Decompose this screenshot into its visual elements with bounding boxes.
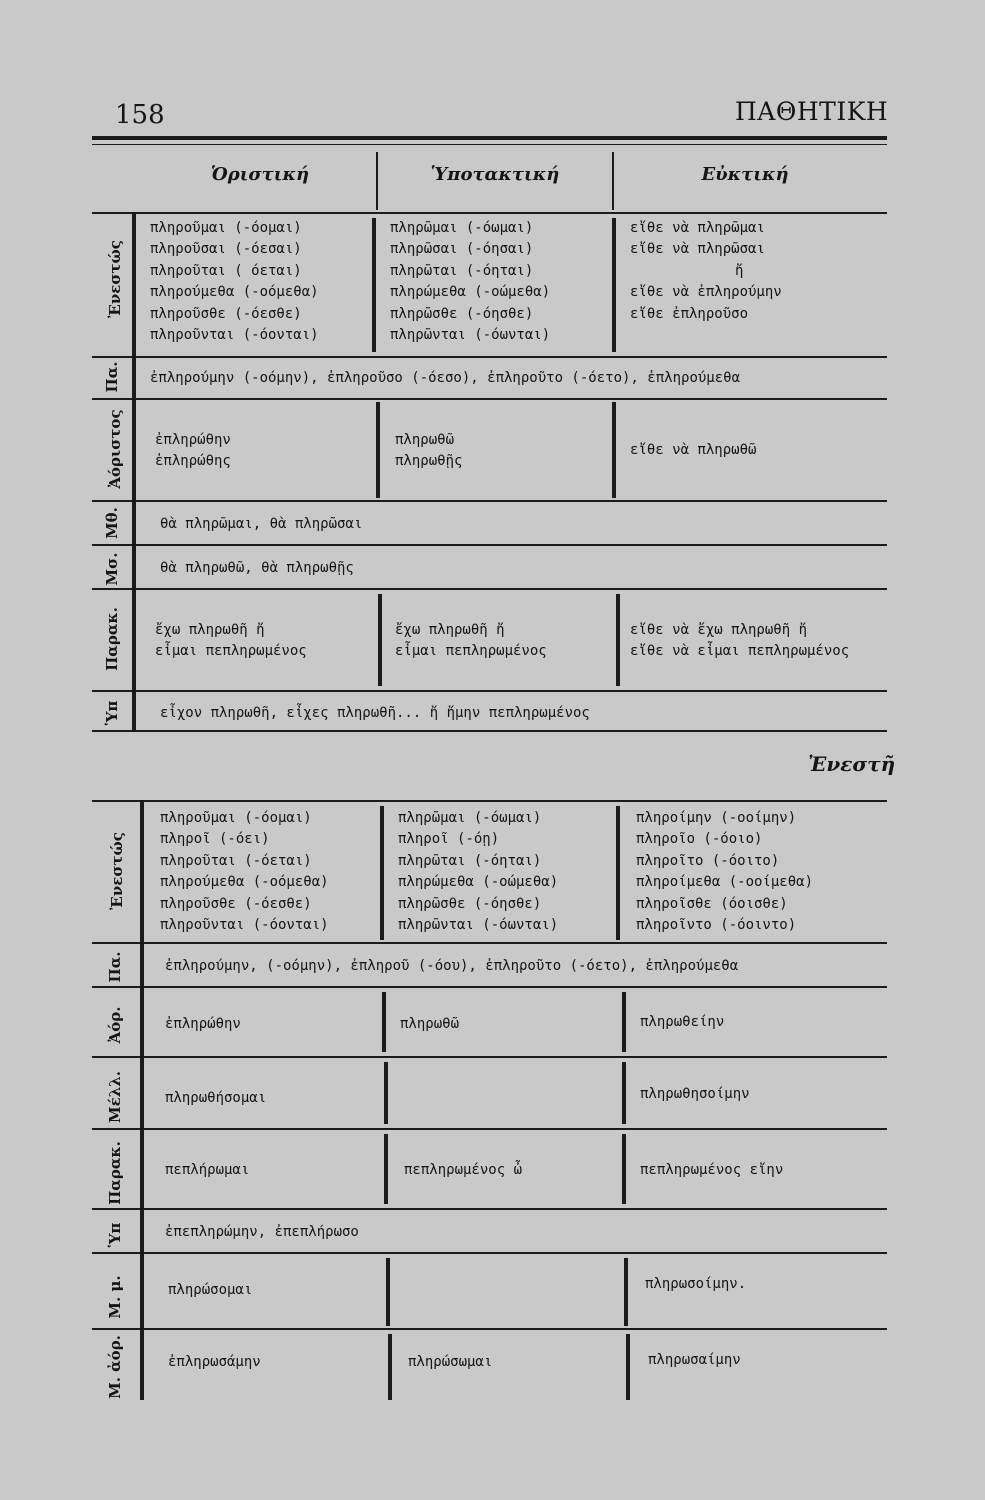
row-label-enestos: Ἐνεστώς xyxy=(106,240,124,318)
text-line: πληρωθῇς xyxy=(395,453,463,470)
text-line: πληρώμεθα (-οώμεθα) xyxy=(398,874,559,891)
cell-full-yp-2: ἐπεπληρώμην, ἐπεπλήρωσο xyxy=(165,1224,359,1240)
cell-oristiki-parak-2: πεπλήρωμαι xyxy=(165,1162,250,1178)
row-label-mth: Μθ. xyxy=(103,507,121,539)
page-number: 158 xyxy=(115,100,165,130)
cell-full-mth: θὰ πληρῶμαι, θὰ πληρῶσαι xyxy=(160,516,363,532)
row-label-mell-2: Μέλλ. xyxy=(106,1071,124,1123)
text-line: πληρῶσαι (-όησαι) xyxy=(390,241,534,258)
row-label-yp-2: Ὑπ xyxy=(106,1222,124,1248)
text-line: πληροῦνται (-όονται) xyxy=(160,916,329,933)
cell-oristiki-mell-2: πληρωθήσομαι xyxy=(165,1090,267,1106)
text-line: εἴθε νὰ πληρῶμαι xyxy=(630,220,765,236)
col-divider xyxy=(612,402,616,498)
text-line: πληροῖ (-όει) xyxy=(160,831,270,848)
col-divider xyxy=(380,806,384,940)
text-line: πληροῖο (-όοιο) xyxy=(636,831,763,848)
row-rule xyxy=(92,1328,887,1330)
text-line: ἐπληρώθην xyxy=(155,432,231,448)
row-label-aoristos: Ἀόριστος xyxy=(106,409,124,489)
cell-oristiki-enestos-2 xyxy=(160,808,329,936)
table1-left-rule xyxy=(132,212,136,732)
text-line: πληροῦται ( όεται) xyxy=(150,262,302,279)
column-header-ypotaktiki: Ὑποτακτική xyxy=(430,164,560,185)
col-divider xyxy=(624,1258,628,1326)
cell-oristiki-enestos xyxy=(150,218,319,346)
row-rule xyxy=(92,690,887,692)
text-line: πληρῶται (-όηται) xyxy=(398,852,542,869)
text-line: εἴθε ἐπληροῦσο xyxy=(630,305,749,322)
text-line: εἴθε νὰ εἶμαι πεπληρωμένος xyxy=(630,643,850,660)
cell-ypotaktiki-enestos-2 xyxy=(398,808,558,936)
cell-oristiki-parak xyxy=(155,620,307,663)
header-rule-thin xyxy=(92,144,887,145)
cell-oristiki-aor-2: ἐπληρώθην xyxy=(165,1016,241,1032)
text-line: ἐπληρώθης xyxy=(155,453,231,470)
cell-ypotaktiki-maor-2: πληρώσωμαι xyxy=(408,1354,493,1370)
text-line: εἶμαι πεπληρωμένος xyxy=(395,643,547,660)
table2-left-rule xyxy=(140,800,144,1400)
cell-oristiki-aoristos xyxy=(155,430,231,473)
row-rule xyxy=(92,986,887,988)
cell-ypotaktiki-enestos xyxy=(390,218,550,346)
cell-ypotaktiki-parak xyxy=(395,620,547,663)
header-divider-1 xyxy=(376,152,378,210)
row-label-ms: Μσ. xyxy=(103,552,121,586)
cell-oristiki-mm-2: πληρώσομαι xyxy=(168,1282,253,1298)
cell-euktiki-parak xyxy=(630,620,849,663)
text-line: πληρῶται (-όηται) xyxy=(390,262,534,279)
section-marker: Ἐνεστῆ xyxy=(808,752,896,776)
row-rule xyxy=(92,942,887,944)
text-line: πληρῶσθε (-όησθε) xyxy=(390,305,534,322)
cell-euktiki-aoristos: εἴθε νὰ πληρωθῶ xyxy=(630,442,757,458)
column-header-oristiki: Ὁριστική xyxy=(210,164,310,185)
cell-ypotaktiki-aor-2: πληρωθῶ xyxy=(400,1016,460,1032)
text-line: πληροῦνται (-όονται) xyxy=(150,326,319,343)
text-line: πληρῶμαι (-όωμαι) xyxy=(398,810,542,826)
col-divider xyxy=(616,806,620,940)
cell-full-pa: ἐπληρούμην (-οόμην), ἐπληροῦσο (-όεσο), ἐπληροῦτο (-όετο), ἐπληρούμεθα xyxy=(150,370,741,386)
row-rule xyxy=(92,398,887,400)
col-divider xyxy=(376,402,380,498)
text-line: ἔχω πληρωθῆ ἤ xyxy=(395,622,505,638)
row-rule xyxy=(92,500,887,502)
row-label-enestos-2: Ἐνεστώς xyxy=(108,832,126,910)
row-rule xyxy=(92,1128,887,1130)
text-line: πληροῖντο (-όοιντο) xyxy=(636,916,797,933)
text-line: πληροῖτο (-όοιτο) xyxy=(636,852,780,869)
cell-ypotaktiki-aoristos xyxy=(395,430,462,473)
row-rule xyxy=(92,1056,887,1058)
col-divider xyxy=(378,594,382,686)
col-divider xyxy=(372,218,376,352)
text-line: πληρῶνται (-όωνται) xyxy=(398,916,559,933)
col-divider xyxy=(616,594,620,686)
column-header-euktiki: Εὐκτική xyxy=(701,164,789,185)
text-line: ἤ xyxy=(735,262,744,279)
text-line: πληροῦσαι (-όεσαι) xyxy=(150,241,302,258)
text-line: ἔχω πληρωθῆ ἤ xyxy=(155,622,265,638)
cell-euktiki-enestos xyxy=(630,218,782,325)
text-line: πληροίμην (-οοίμην) xyxy=(636,810,797,826)
header-divider-2 xyxy=(612,152,614,210)
cell-euktiki-aor-2: πληρωθείην xyxy=(640,1014,725,1030)
cell-euktiki-mell-2: πληρωθησοίμην xyxy=(640,1086,750,1102)
text-line: εἴθε νὰ ἔχω πληρωθῆ ἤ xyxy=(630,622,808,638)
text-line: πληρωθῶ xyxy=(395,432,455,448)
col-divider xyxy=(622,992,626,1052)
table2-top-rule xyxy=(92,800,887,802)
row-rule xyxy=(92,1208,887,1210)
text-line: πληροῦμαι (-όομαι) xyxy=(160,810,312,826)
row-label-aor-2: Ἀόρ. xyxy=(106,1006,124,1044)
text-line: πληροῦται (-όεται) xyxy=(160,852,312,869)
row-label-yp: Ὑπ xyxy=(103,700,121,726)
col-divider xyxy=(622,1134,626,1204)
text-line: πληρῶνται (-όωνται) xyxy=(390,326,551,343)
row-rule xyxy=(92,356,887,358)
cell-euktiki-mm-2: πληρωσοίμην. xyxy=(645,1276,747,1292)
cell-full-yp: εἶχον πληρωθῆ, εἶχες πληρωθῆ... ἤ ἤμην πεπληρωμένος xyxy=(160,705,590,721)
col-divider xyxy=(388,1334,392,1400)
text-line: πληροῖσθε (όοισθε) xyxy=(636,895,788,912)
text-line: πληροῦσθε (-όεσθε) xyxy=(160,895,312,912)
row-label-maor-2: Μ. ἀόρ. xyxy=(106,1335,124,1399)
cell-full-pa-2: ἐπληρούμην, (-οόμην), ἐπληροῦ (-όου), ἐπληροῦτο (-όετο), ἐπληρούμεθα xyxy=(165,958,739,974)
text-line: εἴθε νὰ ἐπληρούμην xyxy=(630,284,782,301)
text-line: πληροῦσθε (-όεσθε) xyxy=(150,305,302,322)
header-rule xyxy=(92,136,887,140)
text-line: πληροῖ (-όῃ) xyxy=(398,831,500,848)
text-line: πληρούμεθα (-οόμεθα) xyxy=(150,284,319,301)
row-rule xyxy=(92,1252,887,1254)
col-divider xyxy=(384,1062,388,1124)
text-line: πληροῦμαι (-όομαι) xyxy=(150,220,302,236)
col-divider xyxy=(384,1134,388,1204)
cell-euktiki-enestos-2 xyxy=(636,808,813,936)
col-divider xyxy=(382,992,386,1052)
row-label-pa-2: Πα. xyxy=(106,951,124,983)
col-divider xyxy=(626,1334,630,1400)
table1-bottom-rule xyxy=(92,730,887,732)
text-line: πληροίμεθα (-οοίμεθα) xyxy=(636,874,814,891)
cell-oristiki-maor-2: ἐπληρωσάμην xyxy=(168,1354,261,1370)
cell-euktiki-parak-2: πεπληρωμένος εἴην xyxy=(640,1162,784,1178)
row-label-parak-2: Παρακ. xyxy=(106,1141,124,1205)
cell-full-ms: θὰ πληρωθῶ, θὰ πληρωθῇς xyxy=(160,560,354,576)
cell-ypotaktiki-parak-2: πεπληρωμένος ὦ xyxy=(404,1162,523,1178)
row-label-pa: Πα. xyxy=(103,361,121,393)
row-rule xyxy=(92,588,887,590)
text-line: πληρῶμαι (-όωμαι) xyxy=(390,220,534,236)
text-line: εἴθε νὰ πληρῶσαι xyxy=(630,241,765,258)
cell-euktiki-maor-2: πληρωσαίμην xyxy=(648,1352,741,1368)
col-divider xyxy=(612,218,616,352)
col-divider xyxy=(622,1062,626,1124)
table1-top-rule xyxy=(92,212,887,214)
text-line: πληρούμεθα (-οόμεθα) xyxy=(160,874,329,891)
text-line: εἶμαι πεπληρωμένος xyxy=(155,643,307,660)
text-line: πληρώμεθα (-οώμεθα) xyxy=(390,284,551,301)
text-line: πληρῶσθε (-όησθε) xyxy=(398,895,542,912)
page-title: ΠΑΘΗΤΙΚΗ xyxy=(735,97,889,126)
col-divider xyxy=(386,1258,390,1326)
row-label-mm-2: Μ. μ. xyxy=(106,1275,124,1319)
row-rule xyxy=(92,544,887,546)
row-label-parak: Παρακ. xyxy=(103,607,121,671)
